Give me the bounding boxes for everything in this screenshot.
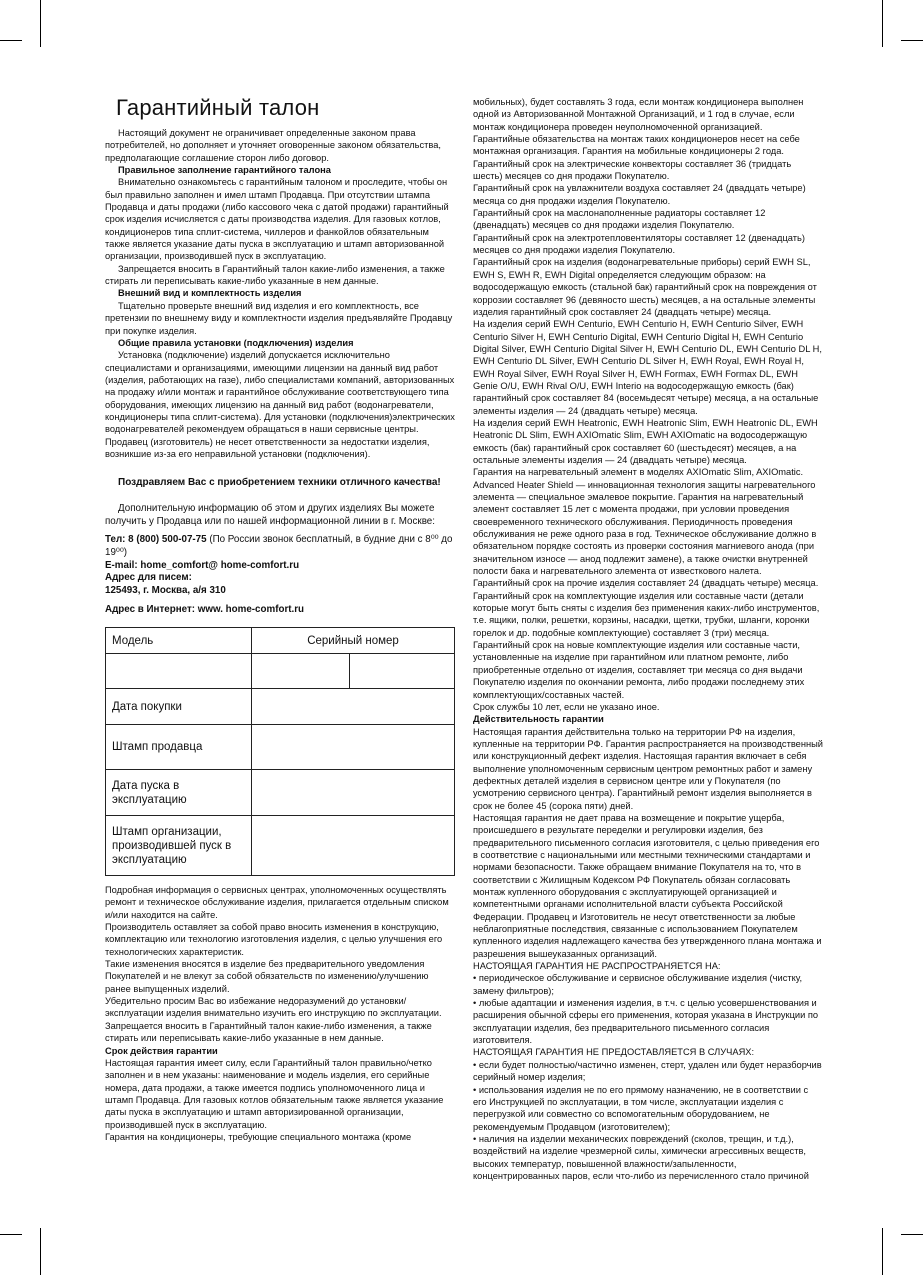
org-stamp-field[interactable]: [252, 816, 455, 876]
purchase-date-field[interactable]: [252, 689, 455, 725]
purchase-date-label: Дата покупки: [106, 689, 252, 725]
org-stamp-label: Штамп организации, производившей пуск в эксплуатацию: [106, 816, 252, 876]
paragraph: мобильных), будет составлять 3 года, если монтаж кондиционера выполнен одной из Авторизованной Монтажной Организаций, и 1 год в случае, если монтаж кондиционера проведен неуполномоченной организацией.: [473, 97, 804, 132]
paragraph: Подробная информация о сервисных центрах, уполномоченных осуществлять ремонт и техническое обслуживание изделия, прилагается отдельным списком и/или находится на сайте.: [105, 885, 449, 920]
serial-field-2[interactable]: [350, 654, 455, 689]
paragraph: Запрещается вносить в Гарантийный талон какие-либо изменения, а также стирать или переписывать какие-либо указанные в нем данные.: [105, 1020, 432, 1044]
paragraph: Гарантийный срок на изделия (водонагревательные приборы) серий EWH SL, EWH S, EWH R, EWH Digital определяется следующим образом: на водосодержащую емкость (стальной бак) гарантийный срок на повреждения от коррозии составляет 96 (девяносто шесть) месяцев, а на остальные элементы изделия гарантийный срок составляет 24 (двадцать четыре) месяца.: [473, 257, 817, 317]
model-field[interactable]: [106, 654, 252, 689]
paragraph: Гарантийный срок на комплектующие изделия или составные части (детали которые могут быть сняты с изделия без применения каких-либо инструментов, т.е. ящики, полки, решетки, корзины, насадки, щетки, трубки, шланги, коронки горелок и др. подобные комплектующие) составляет 3 (три) месяца.: [473, 590, 820, 638]
crop-mark: [0, 40, 22, 41]
info-text: Дополнительную информацию об этом и других изделиях Вы можете получить у Продавца или по нашей информационной линии в г. Москве:: [105, 503, 435, 527]
paragraph: Производитель оставляет за собой право вносить изменения в конструкцию, комплектацию или технологию изготовления изделия, с целью улучшения его технологических характеристик.: [105, 922, 443, 957]
paragraph: Гарантийный срок на электрические конвекторы составляет 36 (тридцать шесть) месяцев со дня продажи Покупателю.: [473, 158, 792, 182]
paragraph: Запрещается вносить в Гарантийный талон какие-либо изменения, а также стирать ли переписывать какие-либо указанные в нем данные.: [105, 263, 445, 287]
paragraph: Гарантийный срок на прочие изделия составляет 24 (двадцать четыре) месяца.: [473, 578, 819, 589]
list-item: • периодическое обслуживание и сервисное обслуживание изделия (чистку, замену фильтров);: [473, 973, 803, 996]
address-text: 125493, г. Москва, а/я 310: [105, 584, 226, 596]
serial-label: Серийный номер: [252, 628, 455, 654]
contact-block: [105, 503, 455, 617]
model-label: Модель: [106, 628, 252, 654]
crop-mark: [901, 1234, 923, 1235]
phone-label: Тел: 8 (800) 500-07-75: [105, 534, 207, 546]
paragraph: Гарантия на кондиционеры, требующие специального монтажа (кроме: [105, 1131, 412, 1142]
paragraph: Внимательно ознакомьтесь с гарантийным талоном и проследите, чтобы он был правильно заполнен и имел штамп Продавца. При отсутствии штампа Продавца и даты продажи (либо кассового чека с датой продажи) гарантийный срок изделия исчисляется с даты производства изделия. Для газовых котлов, кондиционеров типа сплит-система, чиллеров и фанкойлов обязательным также является указание даты пуска в эксплуатацию и штамп авторизованной организации, производившей пуск в эксплуатацию.: [105, 177, 449, 262]
paragraph: НАСТОЯЩАЯ ГАРАНТИЯ НЕ РАСПРОСТРАНЯЕТСЯ НА:: [473, 961, 721, 972]
section-heading: Общие правила установки (подключения) изделия: [118, 337, 354, 348]
paragraph: Настоящая гарантия не дает права на возмещение и покрытие ущерба, происшедшего в результате переделки и регулировки изделия, без предварительного письменного согласия изготовителя, с целью приведения его в соответствие с национальными или местными техническими стандартами и нормами безопасности. Также обращаем внимание Покупателя на то, что в соответствии с Жилищным Кодексом РФ Покупатель обязан согласовать монтаж купленного оборудования с эксплуатирующей организацией и компетентными органами исполнительной власти субъекта Российской Федерации. Продавец и Изготовитель не несут ответственности за любые неблагоприятные последствия, связанные с использованием Покупателем купленного изделия надлежащего качества без утвержденного плана монтажа и разрешения вышеуказанных организаций.: [473, 812, 822, 959]
paragraph: Настоящая гарантия имеет силу, если Гарантийный талон правильно/четко заполнен и в нем указаны: наименование и модель изделия, его серийные номера, дата продажи, а также имеется подпись уполномоченного лица и штамп Продавца. Для газовых котлов обязательным также является указание даты пуска в эксплуатацию и штамп авторизированной организации, производившей пуск в эксплуатацию.: [105, 1057, 444, 1130]
seller-stamp-field[interactable]: [252, 725, 455, 770]
paragraph: Гарантийный срок на новые комплектующие изделия или составные части, установленные на изделие при гарантийном или платном ремонте, либо приобретенные отдельно от изделия, составляет три месяца со дня выдачи Покупателю изделия по окончании ремонта, либо продажи последнему этих комплектующих/составных частей.: [473, 640, 805, 700]
list-item: • любые адаптации и изменения изделия, в т.ч. с целью усовершенствования и расширения обычной сферы его применения, которая указана в Инструкции по эксплуатации изделия, без предварительного письменного согласия изготовителя.: [473, 998, 819, 1046]
congrats-text: Поздравляем Вас с приобретением техники отличного качества!: [118, 477, 441, 489]
list-item: • наличия на изделии механических повреждений (сколов, трещин, и т.д.), воздействий на изделие чрезмерной силы, химически агрессивных веществ, высоких температур, повышенной влажности/запыленности, концентрированных паров, если что-либо из перечисленного стало причиной: [473, 1133, 809, 1181]
warranty-form-table: [105, 627, 455, 876]
crop-mark: [40, 1228, 41, 1275]
list-item: • если будет полностью/частично изменен, стерт, удален или будет неразборчив серийный номер изделия;: [473, 1059, 822, 1083]
start-date-field[interactable]: [252, 770, 455, 816]
paragraph: Настоящая гарантия действительна только на территории РФ на изделия, купленные на территории РФ. Гарантия распространяется на производственный или конструкционный дефект изделия. Настоящая гарантия включает в себя выполнение уполномоченным сервисным центром ремонтных работ и замену дефектных деталей изделия в сервисном центре или у Покупателя (по усмотрению сервисного центра). Гарантийный ремонт изделия выполняется в срок не более 45 (сорока пяти) дней.: [473, 726, 823, 811]
left-column: [105, 96, 455, 1143]
section-heading: Правильное заполнение гарантийного талона: [118, 165, 331, 176]
paragraph: На изделия серий EWH Heatronic, EWH Heatronic Slim, EWH Heatronic DL, EWH Heatronic DL Slim, EWH AXIOmatic Slim, EWH AXIOmatic на водосодержащую емкость (бак) гарантийный срок составляет 60 (шестьдесят) месяцев, а на остальные элементы изделия — 24 (двадцать четыре) месяца.: [473, 417, 818, 465]
paragraph: Убедительно просим Вас во избежание недоразумений до установки/эксплуатации изделия внимательно изучить его инструкцию по эксплуатации.: [105, 996, 442, 1019]
paragraph: На изделия серий EWH Centurio, EWH Centurio H, EWH Centurio Silver, EWH Centurio Silver H, EWH Centurio Digital, EWH Centurio Digital H, EWH Centurio Digital Silver, EWH Centurio Digital Silver H, EWH Centurio DL, EWH Centurio DL H, EWH Centurio DL Silver, EWH Centurio DL Silver H, EWH Royal, EWH Royal H, EWH Royal Silver, EWH Royal Silver H, EWH Formax, EWH Formax DL, EWH Genie O/U, EWH Rival O/U, EWH Interio на водосодержащую емкость (бак) гарантийный срок составляет 84 (восемьдесят четыре) месяца, а на остальные элементы изделия — 24 (двадцать четыре) месяца.: [473, 319, 822, 416]
phone-note: (По России звонок бесплатный, в будние дни с 8⁰⁰ до 19⁰⁰): [105, 534, 453, 559]
paragraph: НАСТОЯЩАЯ ГАРАНТИЯ НЕ ПРЕДОСТАВЛЯЕТСЯ В СЛУЧАЯХ:: [473, 1047, 755, 1058]
paragraph: Установка (подключение) изделий допускается исключительно специалистами и организациями, имеющими лицензии на данный вид работ (изделия, работающих на газе), либо специалистами компаний, авторизованных на продажу и/или монтаж и гарантийное обслуживание соответствующего типа оборудования, имеющих лицензию на данный вид работ (водонагреватели, кондиционеры типа сплит-система). Для установки (подключения)электрических водонагревателей рекомендуем обращаться в наши сервисные центры. Продавец (изготовитель) не несет ответственности за недостатки изделия, возникшие из-за его неправильной установки (подключения).: [105, 350, 455, 459]
email-text: E-mail: home_comfort@ home-comfort.ru: [105, 559, 300, 571]
crop-mark: [882, 1228, 883, 1275]
list-item: • использования изделия не по его прямому назначению, не в соответствии с его Инструкцией по эксплуатации, в том числе, эксплуатации изделия с перегрузкой или совместно со вспомогательным оборудованием, не рекомендуемым Продавцом (изготовителем);: [473, 1084, 809, 1132]
intro-paragraph: Настоящий документ не ограничивает определенные законом права потребителей, но дополняет и уточняет оговоренные законом обязательства, предполагающие соглашение сторон либо договор.: [105, 128, 441, 163]
paragraph: Тщательно проверьте внешний вид изделия и его комплектность, все претензии по внешнему виду и комплектности изделия предъявляйте Продавцу при покупке изделия.: [105, 300, 453, 336]
crop-mark: [901, 40, 923, 41]
crop-mark: [40, 0, 41, 47]
paragraph: Гарантийный срок на увлажнители воздуха составляет 24 (двадцать четыре) месяца со дня продажи изделия Покупателю.: [473, 183, 806, 206]
paragraph: Гарантийный срок на маслонаполненные радиаторы составляет 12 (двенадцать) месяцев со дня продажи изделия Покупателю.: [473, 208, 766, 231]
address-label: Адрес для писем:: [105, 572, 192, 584]
paragraph: Такие изменения вносятся в изделие без предварительного уведомления Покупателей и не влекут за собой обязательств по изменению/улучшению ранее выпущенных изделий.: [105, 959, 429, 994]
paragraph: Гарантийный срок на электротепловентиляторы составляет 12 (двенадцать) месяцев со дня продажи изделия Покупателю.: [473, 232, 805, 256]
crop-mark: [0, 1234, 22, 1235]
section-heading: Срок действия гарантии: [105, 1045, 218, 1056]
paragraph: Гарантийные обязательства на монтаж таких кондиционеров несет на себе монтажная организация. Гарантия на мобильные кондиционеры 2 года.: [473, 134, 800, 157]
website-text: Адрес в Интернет: www. home-comfort.ru: [105, 604, 305, 616]
paragraph: Гарантия на нагревательный элемент в моделях AXIOmatic Slim, AXIOmatic. Advanced Heater Shield — инновационная технология защиты нагревательного элемента — специальное эмалевое покрытие. Гарантия на нагревательный элемент составляет 15 лет с момента продажи, при условии проведения своевременного технического обслуживания. Периодичность проведения обслуживания не реже одного раза в год. Техническое обслуживание должно в обязательном порядке состоять из проверки состояния магниевого анода (при значительном износе — анод подлежит замене), а также очистки внутренней полости бака и нагревательного элемента от известкового налета.: [473, 467, 817, 577]
right-column: [473, 96, 823, 1182]
section-heading: Внешний вид и комплектность изделия: [118, 288, 302, 299]
seller-stamp-label: Штамп продавца: [106, 725, 252, 770]
section-heading: Действительность гарантии: [473, 714, 604, 725]
paragraph: Срок службы 10 лет, если не указано иное.: [473, 701, 660, 712]
start-date-label: Дата пуска в эксплуатацию: [106, 770, 252, 816]
page-title: Гарантийный талон: [116, 95, 320, 120]
crop-mark: [882, 0, 883, 47]
serial-field[interactable]: [252, 654, 350, 689]
